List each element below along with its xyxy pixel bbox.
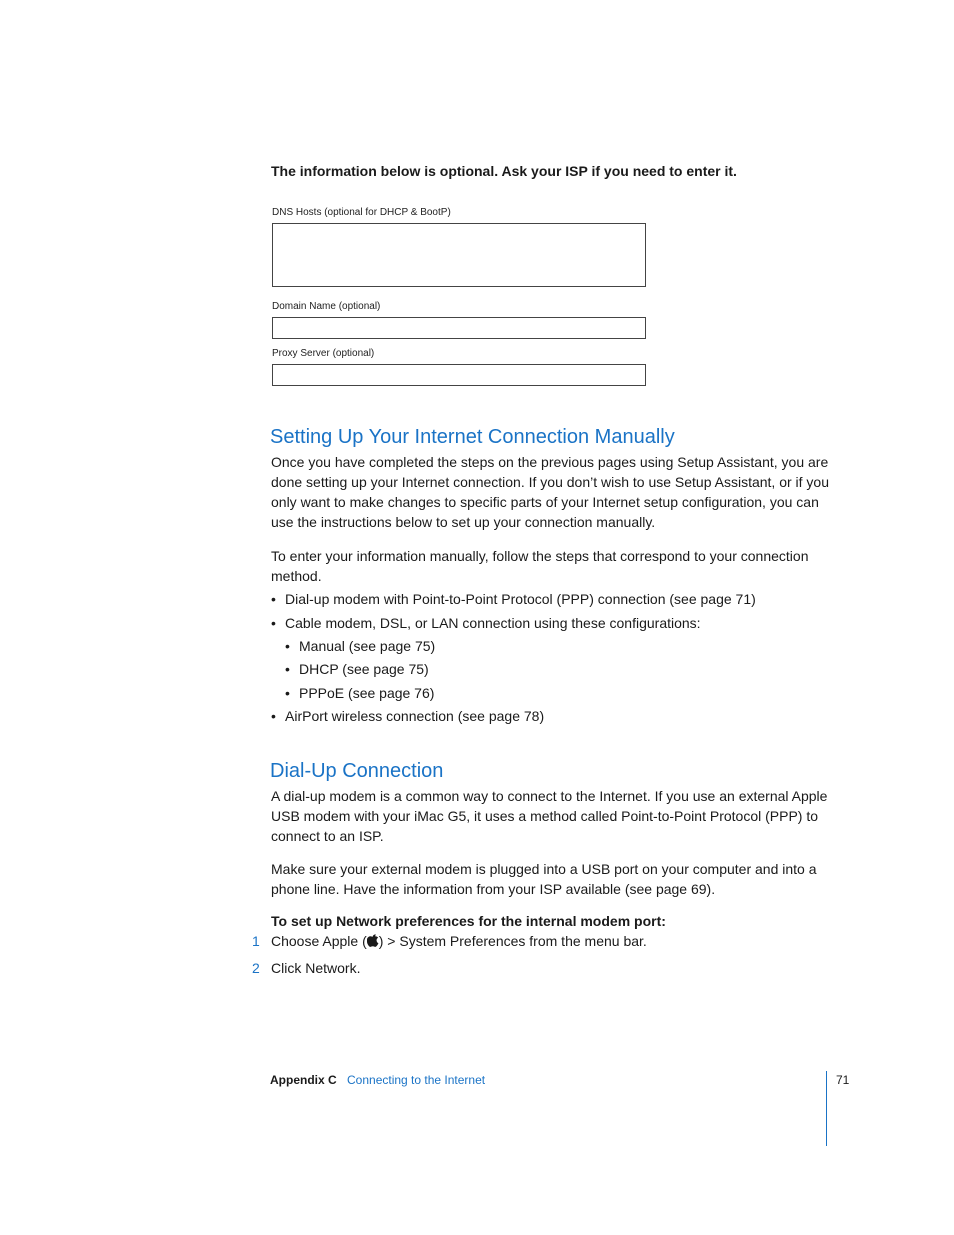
list-item-text: DHCP (see page 75) — [299, 661, 429, 677]
step-text-after: ) > System Preferences from the menu bar. — [378, 933, 647, 949]
footer-rule — [826, 1071, 827, 1146]
domain-name-field[interactable] — [272, 317, 646, 339]
proxy-server-field[interactable] — [272, 364, 646, 386]
dialup-paragraph-1: A dial-up modem is a common way to connect to the Internet. If you use an external Apple USB modem with your iMac G5, it uses a method called Point-to-Point Protocol (PPP) to connect to an ISP. — [271, 788, 828, 844]
step-number: 1 — [252, 933, 260, 949]
bullet-glyph: • — [285, 638, 290, 654]
dns-hosts-label: DNS Hosts (optional for DHCP & BootP) — [272, 207, 451, 218]
footer-appendix: Appendix C — [270, 1073, 337, 1087]
list-item-text: AirPort wireless connection (see page 78) — [285, 708, 545, 724]
footer-chapter-link[interactable]: Connecting to the Internet — [347, 1073, 486, 1087]
manual-paragraph-2: To enter your information manually, follow the steps that correspond to your connection method. — [271, 548, 809, 584]
apple-icon — [367, 934, 379, 947]
bullet-glyph: • — [271, 708, 276, 724]
bullet-glyph: • — [285, 685, 290, 701]
bullet-glyph: • — [285, 661, 290, 677]
step-text-before: Choose Apple ( — [271, 933, 367, 949]
page-number: 71 — [836, 1073, 850, 1087]
list-item-text: Cable modem, DSL, or LAN connection using these configurations: — [285, 615, 701, 631]
step-text — [271, 933, 647, 949]
bullet-glyph: • — [271, 615, 276, 631]
task-heading: To set up Network preferences for the internal modem port: — [271, 913, 666, 929]
domain-name-label: Domain Name (optional) — [272, 301, 381, 312]
intro-text: The information below is optional. Ask your ISP if you need to enter it. — [271, 163, 737, 179]
proxy-server-label: Proxy Server (optional) — [272, 348, 375, 359]
manual-paragraph-1: Once you have completed the steps on the previous pages using Setup Assistant, you are done setting up your Internet connection. If you don’t wish to use Setup Assistant, or if you only want to make changes to specific parts of your Internet setup configuration, you can use the instructions below to set up your connection manually. — [271, 454, 830, 530]
step-text: Click Network. — [271, 960, 361, 976]
dialup-paragraph-2: Make sure your external modem is plugged into a USB port on your computer and into a phone line. Have the information from your ISP available (see page 69). — [271, 861, 817, 897]
step-number: 2 — [252, 960, 260, 976]
list-item-text: Dial-up modem with Point-to-Point Protocol (PPP) connection (see page 71) — [285, 591, 756, 607]
list-item-text: Manual (see page 75) — [299, 638, 436, 654]
section-heading-manual: Setting Up Your Internet Connection Manually — [270, 426, 675, 448]
dns-hosts-field[interactable] — [272, 223, 646, 287]
section-heading-dialup: Dial-Up Connection — [270, 760, 444, 782]
list-item-text: PPPoE (see page 76) — [299, 685, 435, 701]
bullet-glyph: • — [271, 591, 276, 607]
